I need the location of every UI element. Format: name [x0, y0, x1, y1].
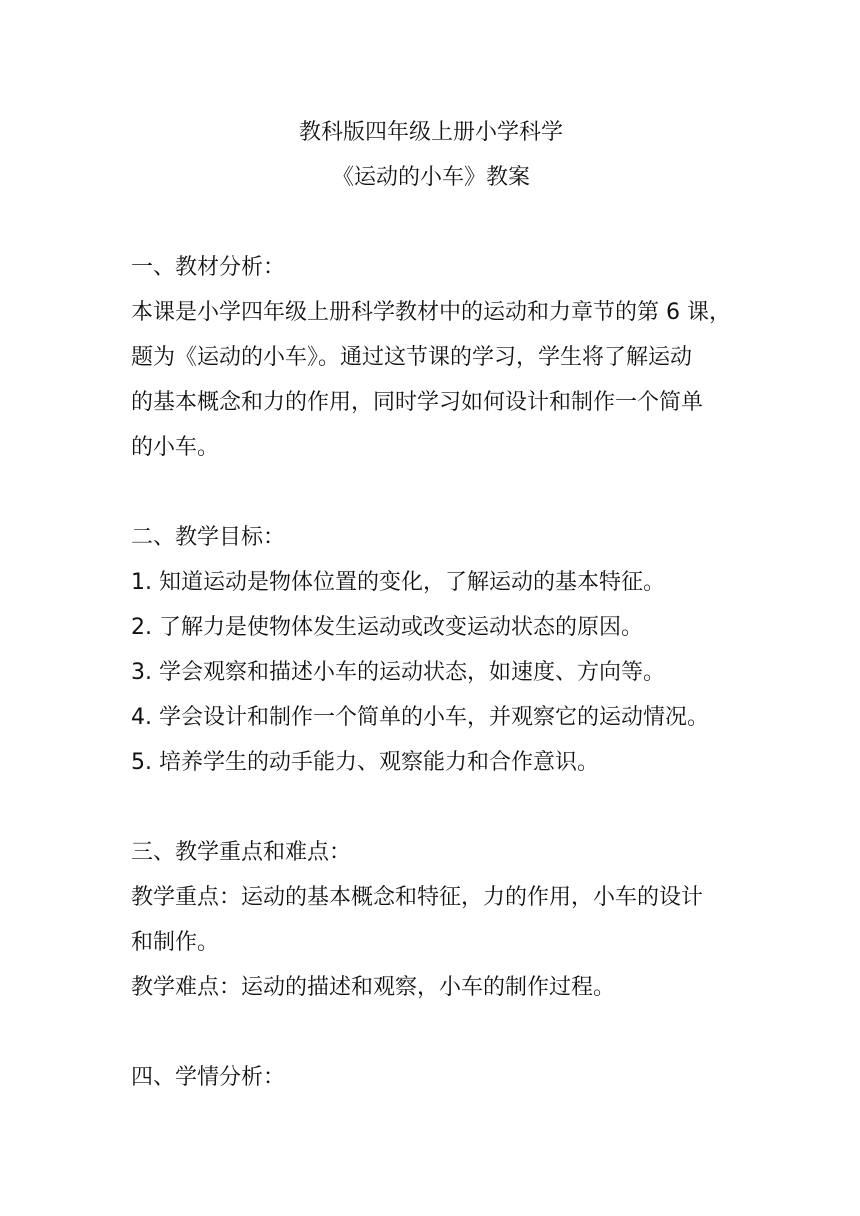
- document-title-line2: 《运动的小车》教案: [331, 165, 530, 190]
- objective-number: 3.: [131, 660, 152, 685]
- objective-number: 5.: [131, 750, 152, 775]
- objective-number: 4.: [131, 705, 152, 730]
- objective-text: 知道运动是物体位置的变化，了解运动的基本特征。: [159, 570, 666, 595]
- section4-heading: 四、学情分析：: [131, 1065, 286, 1090]
- section3-line: 教学重点：运动的基本概念和特征，力的作用，小车的设计: [131, 885, 704, 910]
- objective-item: [131, 740, 731, 785]
- blank-line: [131, 785, 731, 830]
- objective-number: 1.: [131, 570, 152, 595]
- objective-text: 学会设计和制作一个简单的小车，并观察它的运动情况。: [159, 705, 710, 730]
- objective-item: [131, 560, 731, 605]
- blank-line: [131, 470, 731, 515]
- section3-line: 教学难点：运动的描述和观察，小车的制作过程。: [131, 975, 616, 1000]
- objective-text: 培养学生的动手能力、观察能力和合作意识。: [159, 750, 600, 775]
- section1-line: 的小车。: [131, 435, 220, 460]
- section1-heading: 一、教材分析：: [131, 255, 286, 280]
- objective-item: [131, 650, 731, 695]
- section1-line: 题为《运动的小车》。通过这节课的学习，学生将了解运动: [131, 345, 693, 370]
- objective-text: 了解力是使物体发生运动或改变运动状态的原因。: [159, 615, 644, 640]
- document-title-line1: 教科版四年级上册小学科学: [298, 120, 563, 145]
- blank-line: [131, 200, 731, 245]
- section1-line: 本课是小学四年级上册科学教材中的运动和力章节的第 6 课，: [131, 300, 731, 325]
- section3-heading: 三、教学重点和难点：: [131, 840, 352, 865]
- objective-item: [131, 695, 731, 740]
- section3-line: 和制作。: [131, 930, 220, 955]
- objective-item: [131, 605, 731, 650]
- objective-text: 学会观察和描述小车的运动状态，如速度、方向等。: [159, 660, 666, 685]
- objective-number: 2.: [131, 615, 152, 640]
- section2-heading: 二、教学目标：: [131, 525, 286, 550]
- blank-line: [131, 1010, 731, 1055]
- document-content: [131, 110, 731, 1100]
- section1-line: 的基本概念和力的作用，同时学习如何设计和制作一个简单: [131, 390, 704, 415]
